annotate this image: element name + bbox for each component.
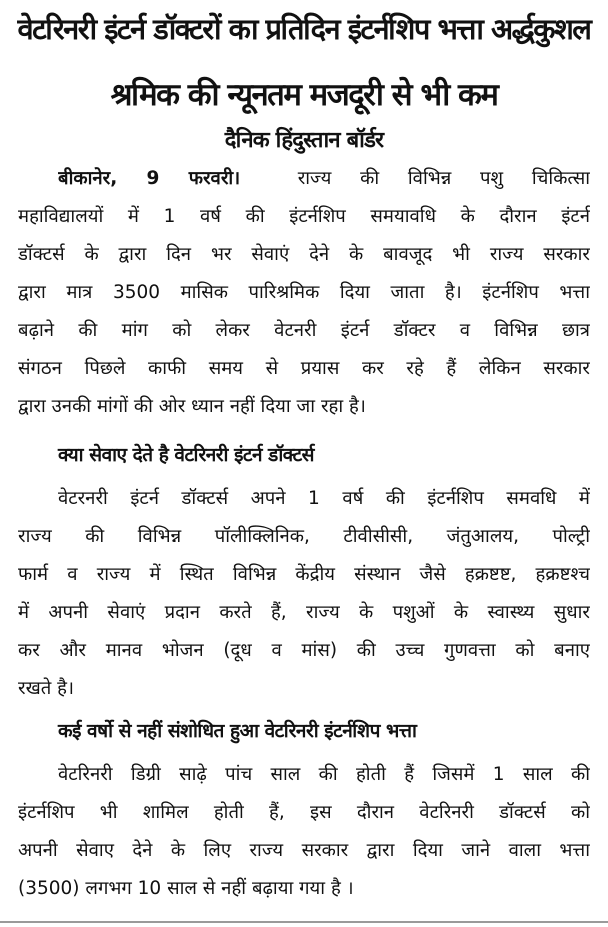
source-credit: दैनिक हिंदुस्तान बॉर्डर: [224, 128, 384, 153]
paragraph-3-line-4: (3500) लगभग 10 साल से नहीं बढ़ाया गया है ।: [18, 878, 354, 899]
paragraph-1-line-3: डॉक्टर्स के द्वारा दिन भर सेवाएं देने के बावजूद भी राज्य सरकार: [18, 244, 590, 265]
paragraph-2-line-6: रखते है।: [18, 678, 74, 699]
paragraph-1-line-7: द्वारा उनकी मांगों की ओर ध्यान नहीं दिया जा रहा है।: [18, 396, 366, 417]
headline-line-2: श्रमिक की न्यूनतम मजदूरी से भी कम: [110, 77, 498, 113]
paragraph-2-line-4: में अपनी सेवाएं प्रदान करते हैं, राज्य के पशुओं के स्वास्थ्य सुधार: [18, 602, 590, 623]
paragraph-3-line-2: इंटर्नशिप भी शामिल होती हैं, इस दौरान वेटरिनरी डॉक्टर्स को: [18, 802, 590, 823]
subheading-allowance: कई वर्षो से नहीं संशोधित हुआ वेटरिनरी इंटर्नशिप भत्ता: [58, 720, 417, 742]
paragraph-2-line-5: कर और मानव भोजन (दूध व मांस) की उच्च गुणवत्ता को बनाए: [18, 640, 590, 661]
paragraph-1-line-5: बढ़ाने की मांग को लेकर वेटनरी इंटर्न डॉक्टर व विभिन्न छात्र: [18, 320, 590, 341]
paragraph-1-line-4: द्वारा मात्र 3500 मासिक पारिश्रमिक दिया जाता है। इंटर्नशिप भत्ता: [18, 282, 590, 303]
paragraph-2-line-2: राज्य की विभिन्न पॉलीक्लिनिक, टीवीसीसी, जंतुआलय, पोल्ट्री: [18, 526, 590, 547]
paragraph-2-line-3: फार्म व राज्य में स्थित विभिन्न केंद्रीय संस्थान जैसे हक्रष्टष्ट, हक्रष्टश्च: [18, 564, 590, 585]
paragraph-1-line-6: संगठन पिछले काफी समय से प्रयास कर रहे हैं लेकिन सरकार: [18, 358, 590, 379]
paragraph-1-line-2: महाविद्यालयों में 1 वर्ष की इंटर्नशिप समयावधि के दौरान इंटर्न: [18, 206, 590, 227]
paragraph-text: राज्य की विभिन्न पशु चिकित्सा: [297, 168, 590, 189]
subheading-services: क्या सेवाए देते है वेटरिनरी इंटर्न डॉक्टर्स: [58, 444, 315, 466]
bottom-divider: [0, 921, 608, 923]
dateline: बीकानेर, 9 फरवरी।: [58, 168, 241, 189]
paragraph-3-line-1: वेटरिनरी डिग्री साढ़े पांच साल की होती हैं जिसमें 1 साल की: [58, 764, 590, 785]
paragraph-3-line-3: अपनी सेवाए देने के लिए राज्य सरकार द्वारा दिया जाने वाला भत्ता: [18, 840, 590, 861]
paragraph-2-line-1: वेटरनरी इंटर्न डॉक्टर्स अपने 1 वर्ष की इंटर्नशिप समवधि में: [58, 488, 590, 509]
paragraph-1-line-1: [58, 160, 590, 198]
headline-line-1: वेटरिनरी इंटर्न डॉक्टरों का प्रतिदिन इंटर्नशिप भत्ता अर्द्धकुशल: [17, 12, 591, 46]
